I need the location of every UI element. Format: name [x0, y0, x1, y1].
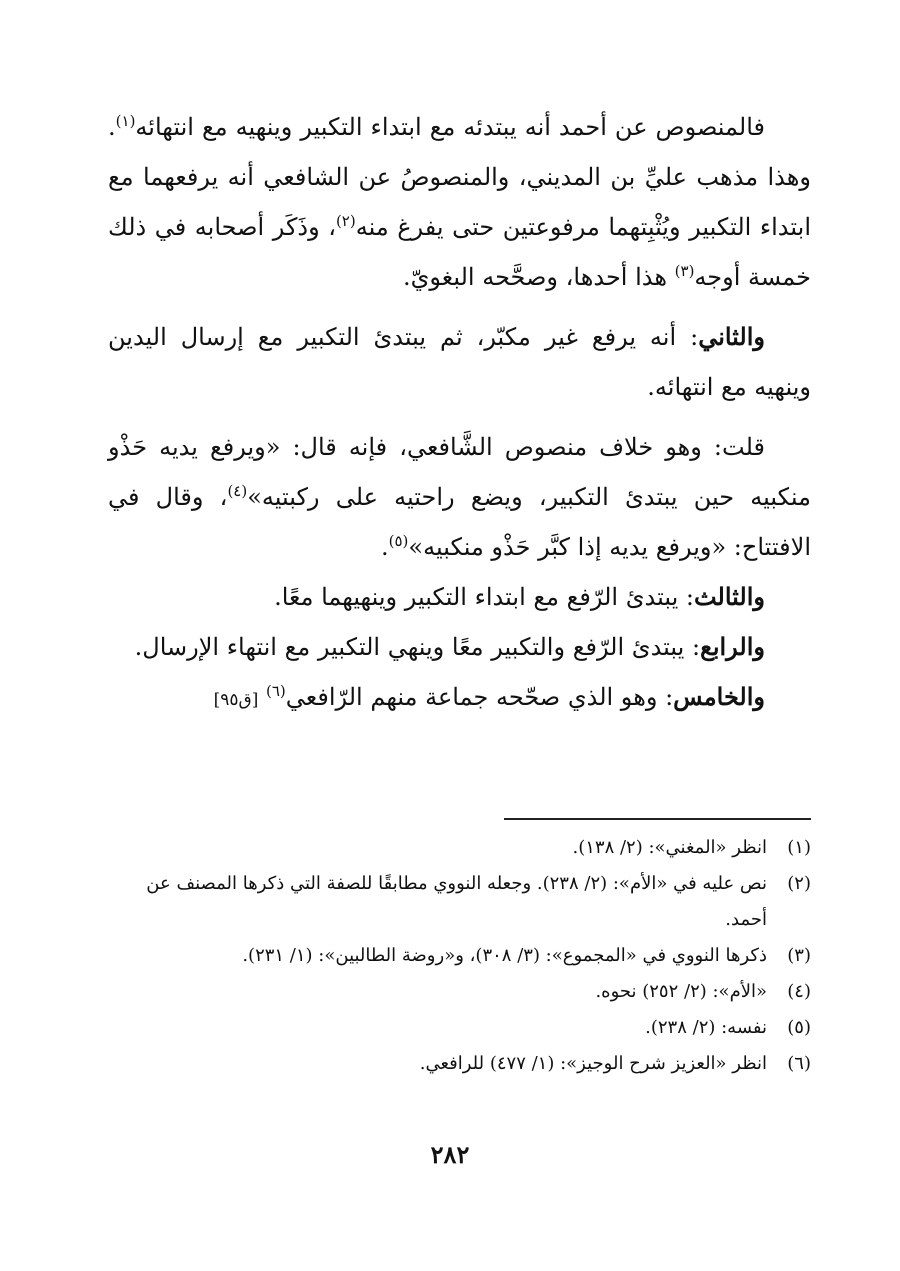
footnote-ref: (٢) [335, 212, 356, 230]
paragraph-6 [108, 672, 811, 725]
text-run [258, 683, 266, 711]
section-lead: والرابع [700, 632, 765, 661]
paragraph-5 [108, 622, 811, 672]
text-run: : أنه يرفع غير مكبّر، ثم يبتدئ التكبير مع إرسال اليدين وينهيه مع انتهائه. [108, 323, 811, 401]
paragraph-3 [108, 422, 811, 572]
footnote-text: انظر «العزيز شرح الوجيز»: (١/ ٤٧٧) للرافعي. [419, 1053, 767, 1074]
text-run: ، وذَكَر أصحابه في ذلك خمسة أوجه [108, 213, 811, 291]
footnote-ref: (٥) [388, 532, 409, 550]
footnote-number: (٦) [787, 1053, 811, 1074]
manuscript-folio-marker: [ق٩٥] [213, 690, 259, 710]
text-run: قلت: وهو خلاف منصوص الشَّافعي، فإنه قال: «ويرفع يديه حَذْو منكبيه حين يبتدئ التكبير، ويضع راحتيه على ركبتيه» [108, 433, 812, 511]
main-text [108, 102, 811, 725]
footnote-text: نفسه: (٢/ ٢٣٨). [645, 1017, 767, 1038]
footnote-2 [108, 866, 811, 938]
footnote-4 [108, 974, 811, 1010]
footnote-ref: (٦) [266, 682, 286, 700]
section-lead: والثالث [693, 582, 765, 611]
section-lead: والخامس [673, 682, 765, 711]
text-run: : يبتدئ الرّفع مع ابتداء التكبير وينهيهما معًا. [274, 583, 694, 611]
footnote-number: (٢) [787, 873, 811, 894]
text-run: . [380, 533, 389, 561]
paragraph-4 [108, 572, 811, 622]
footnote-number: (٣) [787, 945, 811, 966]
footnote-number: (٥) [787, 1017, 811, 1038]
footnotes [108, 830, 811, 1082]
paragraph-1 [108, 102, 811, 302]
text-run: : وهو الذي صحّحه جماعة منهم الرّافعي [285, 683, 674, 711]
page-number: ٢٨٢ [430, 1140, 470, 1169]
footnote-ref: (٤) [227, 482, 248, 500]
footnote-text: نص عليه في «الأم»: (٢/ ٢٣٨). وجعله النووي مطابقًا للصفة التي ذكرها المصنف عن أحمد. [146, 873, 767, 930]
footnote-1 [108, 830, 811, 866]
text-run: . وهذا مذهب عليِّ بن المديني، والمنصوصُ عن الشافعي أنه يرفعهما مع ابتداء التكبير ويُثْبِتهما مرفوعتين حتى يفرغ منه [108, 113, 811, 241]
section-lead: والثاني [698, 322, 765, 351]
footnote-6 [108, 1046, 811, 1082]
paragraph-2 [108, 312, 811, 412]
footnote-3 [108, 938, 811, 974]
text-run: ، وقال في الافتتاح: «ويرفع يديه إذا كبَّر حَذْو منكبيه» [108, 483, 811, 561]
footnote-text: ذكرها النووي في «المجموع»: (٣/ ٣٠٨)، و«روضة الطالبين»: (١/ ٢٣١). [242, 945, 767, 966]
footnote-5 [108, 1010, 811, 1046]
text-run: فالمنصوص عن أحمد أنه يبتدئه مع ابتداء التكبير وينهيه مع انتهائه [135, 113, 765, 141]
text-run: هذا أحدها، وصحَّحه البغويّ. [402, 263, 675, 291]
footnote-ref: (٣) [674, 262, 695, 280]
text-run: : يبتدئ الرّفع والتكبير معًا وينهي التكبير مع انتهاء الإرسال. [134, 633, 701, 661]
footnote-number: (٤) [787, 981, 811, 1002]
footnote-number: (١) [787, 837, 811, 858]
footnote-separator [504, 818, 811, 820]
footnote-text: «الأم»: (٢/ ٢٥٢) نحوه. [595, 981, 767, 1002]
footnote-ref: (١) [115, 112, 136, 130]
footnote-text: انظر «المغني»: (٢/ ١٣٨). [572, 837, 767, 858]
